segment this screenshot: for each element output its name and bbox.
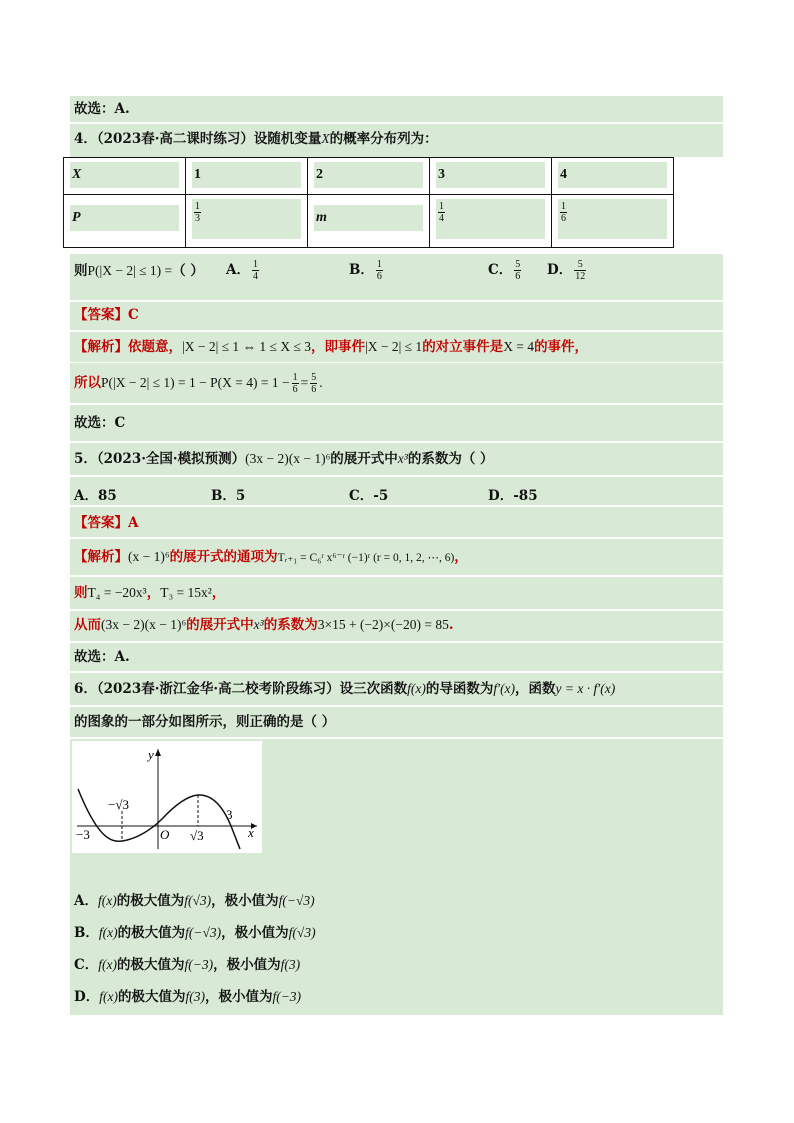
fraction-numerator: 5 (515, 259, 521, 270)
cell-value: m (314, 205, 423, 231)
cell-fraction (558, 199, 667, 239)
explanation-text: 则 (74, 585, 88, 601)
question-6-stem-line2: 的图象的一部分如图所示，则正确的是（ ） (74, 714, 336, 730)
previous-answer-line: 故选：A. (74, 101, 130, 117)
option-c (74, 956, 300, 974)
math-expression: f(x) (97, 893, 117, 908)
math-expression: 3×15 + (−2)×(−20) = 85 (317, 617, 449, 632)
band (70, 405, 723, 441)
option-d (74, 988, 301, 1006)
fraction-denominator: 6 (561, 213, 566, 224)
math-expression: x³ (253, 617, 264, 632)
equals-sign: = (300, 375, 309, 390)
fraction-numerator: 1 (376, 259, 382, 270)
math-expression: T₄ = −20x³ (87, 585, 147, 600)
option-a: A．85 (74, 488, 117, 504)
math-expression: f(3) (185, 989, 205, 1004)
cell-value: 1 (192, 162, 301, 188)
table-cell (64, 158, 186, 195)
fraction-numerator: 1 (561, 201, 566, 212)
table-cell (552, 158, 674, 195)
option-text: ，极小值为 (213, 957, 281, 973)
option-b: B．5 (211, 488, 246, 504)
tick-label-neg-sqrt3: −√3 (108, 797, 129, 812)
function-graph (72, 741, 262, 853)
question-5-mid: 的展开式中 (330, 451, 398, 467)
math-expression: (3x − 2)(x − 1)⁶ (245, 451, 331, 466)
cell-fraction (192, 199, 301, 239)
fraction-denominator: 3 (195, 213, 200, 224)
question-5-prefix: 5．（2023·全国·模拟预测） (74, 451, 246, 467)
explanation-line (74, 548, 468, 567)
fraction-denominator: 6 (376, 271, 382, 282)
fraction-denominator: 6 (311, 384, 317, 395)
explanation-text: ， (146, 585, 161, 601)
option-text: 的极大值为 (117, 989, 186, 1005)
math-expression: f(−√3) (278, 893, 315, 908)
table-cell (186, 158, 308, 195)
math-expression: f(x) (407, 681, 426, 696)
math-expression: X = 4 (503, 339, 535, 354)
option-c: C．-5 (349, 488, 389, 504)
option-label: A． (74, 893, 98, 909)
math-expression: y = x · f′(x) (555, 681, 616, 696)
cell-value: P (70, 205, 179, 231)
option-label: C． (74, 957, 99, 973)
explanation-text: 的展开式的通项为 (169, 549, 278, 565)
ask-prefix: 则 (74, 263, 88, 279)
fraction-denominator: 12 (575, 271, 586, 282)
explanation-text: 所以 (74, 375, 101, 391)
math-expression: x³ (397, 451, 408, 466)
explanation-text: . (448, 617, 454, 633)
band (70, 477, 723, 505)
probability-distribution-table (63, 157, 674, 248)
math-expression: T₃ = 15x² (160, 585, 212, 600)
math-expression: (3x − 2)(x − 1)⁶ (101, 617, 187, 632)
explanation-text: ，即事件 (311, 339, 365, 355)
math-expression: |X − 2| ≤ 1 (365, 339, 423, 354)
cell-value: 4 (558, 162, 667, 188)
cell-value: 3 (436, 162, 545, 188)
explanation-text: 的展开式中 (186, 617, 254, 633)
option-label: C． (488, 262, 513, 278)
explanation-line (74, 584, 225, 602)
fraction-numerator: 1 (195, 201, 200, 212)
math-expression: |X − 2| ≤ 1 ⇔ 1 ≤ X ≤ 3 (182, 339, 311, 354)
math-expression: f(x) (98, 925, 118, 940)
fraction-numerator: 1 (292, 372, 298, 383)
math-expression: f(−3) (184, 957, 214, 972)
math-expression: f(−3) (272, 989, 302, 1004)
math-expression: f(x) (99, 989, 118, 1004)
math-expression: f(√3) (288, 925, 316, 940)
tick-label-sqrt3: √3 (190, 828, 204, 843)
fraction-denominator: 6 (292, 384, 298, 395)
fraction-numerator: 5 (311, 372, 317, 383)
cell-value: X (70, 162, 179, 188)
fraction-numerator: 1 (252, 259, 258, 270)
option-text: ，极小值为 (221, 925, 289, 941)
question-4-stem (74, 130, 438, 148)
origin-label: O (160, 827, 170, 842)
cell-fraction (436, 199, 545, 239)
math-expression: (x − 1)⁶ (128, 549, 170, 564)
fraction-numerator: 1 (439, 201, 444, 212)
ask-paren: （ ） (172, 263, 204, 279)
explanation-line: 所以P(|X − 2| ≤ 1) = 1 − P(X = 4) = 1 − $\frac{1}{6}$ = $\frac{5}{6}$ . (74, 372, 323, 395)
explanation-text: 的事件， (534, 339, 589, 355)
math-expression: f(x) (98, 957, 117, 972)
option-d: D．-85 (488, 488, 538, 504)
answer-label: 【答案】C (74, 307, 139, 323)
math-expression: f(−√3) (185, 925, 222, 940)
math-expression: f(√3) (184, 893, 212, 908)
option-a (226, 258, 261, 282)
option-d (547, 258, 588, 282)
explanation-line (74, 616, 454, 634)
math-expression: Tᵣ₊₁ = C₆ʳ x⁶⁻ʳ (−1)ʳ (r = 0, 1, 2, ⋯, 6) (277, 552, 455, 564)
option-text: 的极大值为 (116, 957, 185, 973)
option-c (488, 258, 523, 282)
tick-label-3: 3 (226, 807, 233, 822)
fraction-numerator: 5 (574, 259, 586, 271)
band (70, 96, 723, 122)
table-row (64, 195, 674, 248)
table-cell (430, 158, 552, 195)
x-axis-label: x (248, 825, 254, 840)
band (70, 507, 723, 537)
table-cell (430, 195, 552, 248)
option-label: A． (226, 262, 250, 278)
variable-x: X (321, 131, 330, 146)
question-6-prefix: 6．（2023春·浙江金华·高二校考阶段练习）设三次函数 (74, 681, 408, 697)
band (70, 643, 723, 671)
option-text: ，极小值为 (211, 893, 279, 909)
table-cell (186, 195, 308, 248)
explanation-text: ， (454, 549, 468, 565)
table-cell (64, 195, 186, 248)
fraction-denominator: 4 (439, 213, 444, 224)
explanation-text: ， (211, 585, 226, 601)
question-4-ask (74, 262, 204, 280)
option-text: 的极大值为 (117, 925, 186, 941)
question-4-suffix: 的概率分布列为： (329, 131, 438, 147)
band (70, 302, 723, 330)
math-expression: P(|X − 2| ≤ 1) = 1 − P(X = 4) = 1 − (101, 375, 290, 390)
question-6-mid: 的导函数为 (425, 681, 494, 697)
select-line: 故选：A. (74, 649, 130, 665)
math-expression: f(3) (280, 957, 301, 972)
cell-value: 2 (314, 162, 423, 188)
option-label: B． (74, 925, 99, 941)
option-b (74, 924, 316, 942)
question-6-mid: ，函数 (515, 681, 556, 697)
option-text: ，极小值为 (204, 989, 273, 1005)
option-text: 的极大值为 (116, 893, 185, 909)
option-label: B． (349, 262, 374, 278)
tick-label-neg3: −3 (76, 827, 90, 842)
explanation-text: 【解析】 (74, 549, 128, 565)
question-4-prefix: 4．（2023春·高二课时练习）设随机变量 (74, 131, 322, 147)
explanation-line (74, 338, 588, 356)
answer-label: 【答案】A (74, 515, 139, 531)
table-row (64, 158, 674, 195)
table-cell (308, 195, 430, 248)
option-b (349, 258, 385, 282)
option-label: D． (74, 989, 100, 1005)
explanation-text: 【解析】依题意， (74, 339, 182, 355)
y-axis-label: y (148, 747, 154, 762)
option-label: D． (547, 262, 573, 278)
question-5-suffix: 的系数为（ ） (407, 451, 494, 467)
explanation-text: 的系数为 (263, 617, 318, 633)
table-cell (308, 158, 430, 195)
ask-expression: P(|X − 2| ≤ 1) = (87, 263, 173, 278)
fraction-denominator: 6 (515, 271, 521, 282)
select-line: 故选：C (74, 415, 126, 431)
math-expression: f′(x) (493, 681, 516, 696)
question-6-stem (74, 680, 615, 698)
explanation-text: 从而 (74, 617, 101, 633)
option-a (74, 892, 315, 910)
table-cell (552, 195, 674, 248)
fraction-denominator: 4 (252, 271, 258, 282)
explanation-text: 的对立事件是 (422, 339, 504, 355)
question-5-stem (74, 450, 494, 468)
